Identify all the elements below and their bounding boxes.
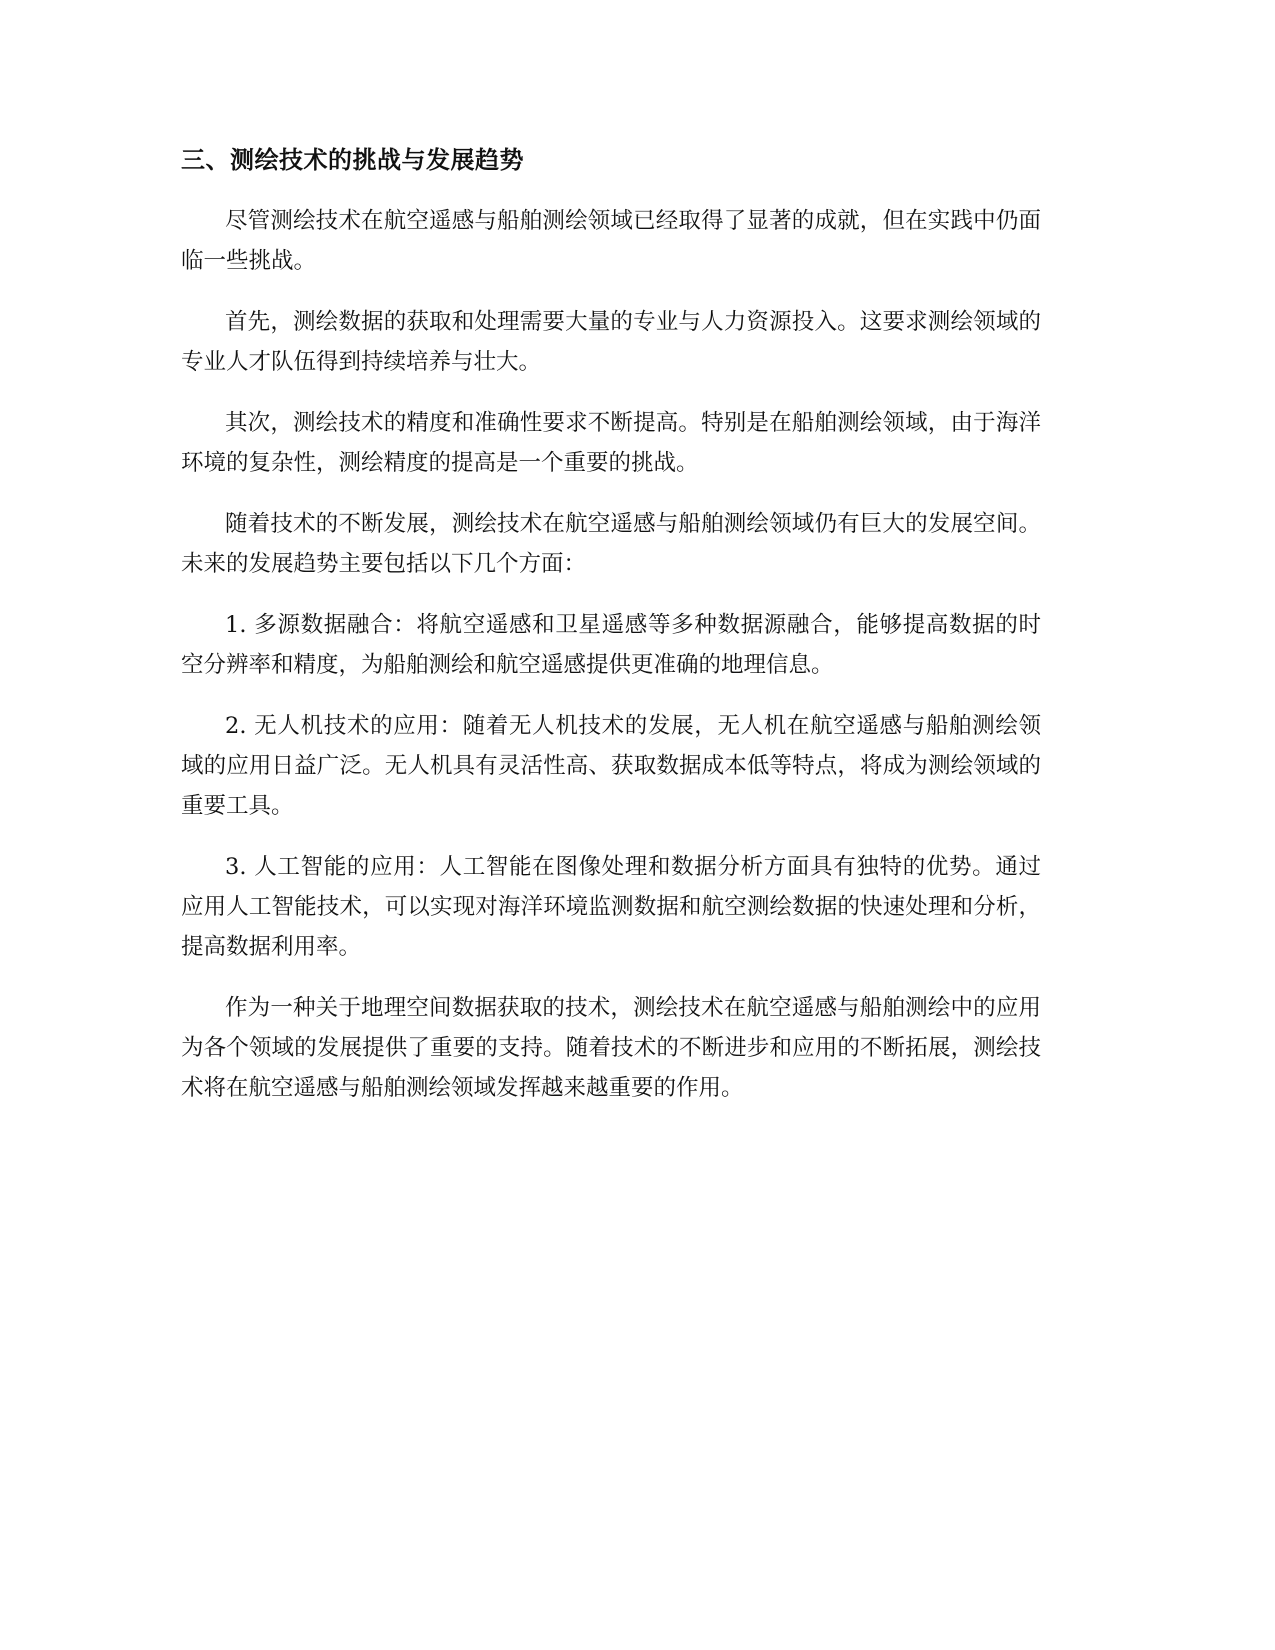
section-heading: 三、测绘技术的挑战与发展趋势 xyxy=(181,146,524,174)
paragraph-trends-intro: 随着技术的不断发展，测绘技术在航空遥感与船舶测绘领域仍有巨大的发展空间。未来的发展趋势主要包括以下几个方面： xyxy=(181,511,1041,577)
list-item-drone-technology: 2. 无人机技术的应用：随着无人机技术的发展，无人机在航空遥感与船舶测绘领域的应用日益广泛。无人机具有灵活性高、获取数据成本低等特点，将成为测绘领域的重要工具。 xyxy=(181,713,1041,819)
paragraph-intro: 尽管测绘技术在航空遥感与船舶测绘领域已经取得了显著的成就，但在实践中仍面临一些挑战。 xyxy=(181,208,1041,274)
list-item-multi-source-fusion: 1. 多源数据融合：将航空遥感和卫星遥感等多种数据源融合，能够提高数据的时空分辨率和精度，为船舶测绘和航空遥感提供更准确的地理信息。 xyxy=(181,612,1041,678)
document-page xyxy=(181,143,1041,1129)
paragraph-second-challenge: 其次，测绘技术的精度和准确性要求不断提高。特别是在船舶测绘领域，由于海洋环境的复杂性，测绘精度的提高是一个重要的挑战。 xyxy=(181,410,1041,476)
paragraph-first-challenge: 首先，测绘数据的获取和处理需要大量的专业与人力资源投入。这要求测绘领域的专业人才队伍得到持续培养与壮大。 xyxy=(181,309,1041,375)
list-item-artificial-intelligence: 3. 人工智能的应用：人工智能在图像处理和数据分析方面具有独特的优势。通过应用人工智能技术，可以实现对海洋环境监测数据和航空测绘数据的快速处理和分析，提高数据利用率。 xyxy=(181,854,1041,960)
paragraph-conclusion: 作为一种关于地理空间数据获取的技术，测绘技术在航空遥感与船舶测绘中的应用为各个领域的发展提供了重要的支持。随着技术的不断进步和应用的不断拓展，测绘技术将在航空遥感与船舶测绘领域发挥越来越重要的作用。 xyxy=(181,995,1041,1101)
